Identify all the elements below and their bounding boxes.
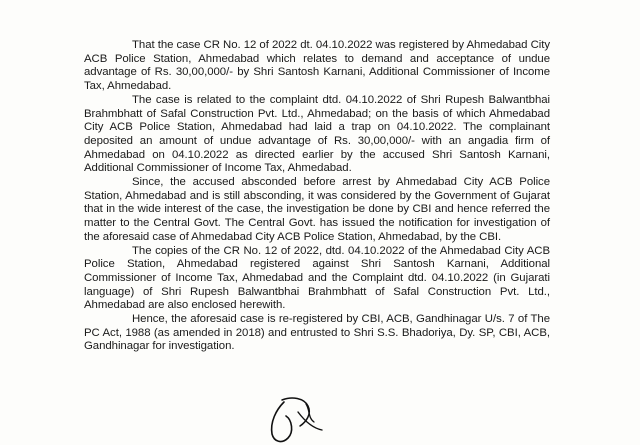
paragraph-enclosures: The copies of the CR No. 12 of 2022, dtd. 04.10.2022 of the Ahmedabad City ACB Police Station, Ahmedabad registered against Shri Santosh Karnani, Additional Commissioner of Income Tax, Ahmedabad and the Complaint dtd. 04.10.2022 (in Gujarati language) of Shri Rupesh Balwantbhai Brahmbhatt of Safal Construction Pvt. Ltd., Ahmedabad are also enclosed herewith. [84, 244, 550, 312]
document-body [84, 39, 550, 354]
paragraph-re-registration: Hence, the aforesaid case is re-registered by CBI, ACB, Gandhinagar U/s. 7 of The PC Act, 1988 (as amended in 2018) and entrusted to Shri S.S. Bhadoriya, Dy. SP, CBI, ACB, Gandhinagar for investigation. [84, 313, 550, 353]
paragraph-abscondence: Since, the accused absconded before arrest by Ahmedabad City ACB Police Station, Ahmedabad and is still absconding, it was considered by the Government of Gujarat that in the wide interest of the case, the investigation be done by CBI and hence referred the matter to the Central Govt. The Central Govt. has issued the notification for investigation of the aforesaid case of Ahmedabad City ACB Police Station, Ahmedabad, by the CBI. [84, 176, 550, 243]
paragraph-case-registration: That the case CR No. 12 of 2022 dt. 04.10.2022 was registered by Ahmedabad City ACB Police Station, Ahmedabad which relates to demand and acceptance of undue advantage of Rs. 30,00,000/- by Shri Santosh Karnani, Additional Commissioner of Income Tax, Ahmedabad. [84, 39, 550, 93]
handwritten-signature [262, 392, 332, 448]
paragraph-complaint-details: The case is related to the complaint dtd. 04.10.2022 of Shri Rupesh Balwantbhai Brahmbhatt of Safal Construction Pvt. Ltd., Ahmedabad; on the basis of which Ahmedabad City ACB Police Station, Ahmedabad had laid a trap on 04.10.2022. The complainant deposited an amount of undue advantage of Rs. 30,00,000/- with an angadia firm of Ahmedabad on 04.10.2022 as directed earlier by the accused Shri Santosh Karnani, Additional Commissioner of Income Tax, Ahmedabad. [84, 93, 550, 175]
